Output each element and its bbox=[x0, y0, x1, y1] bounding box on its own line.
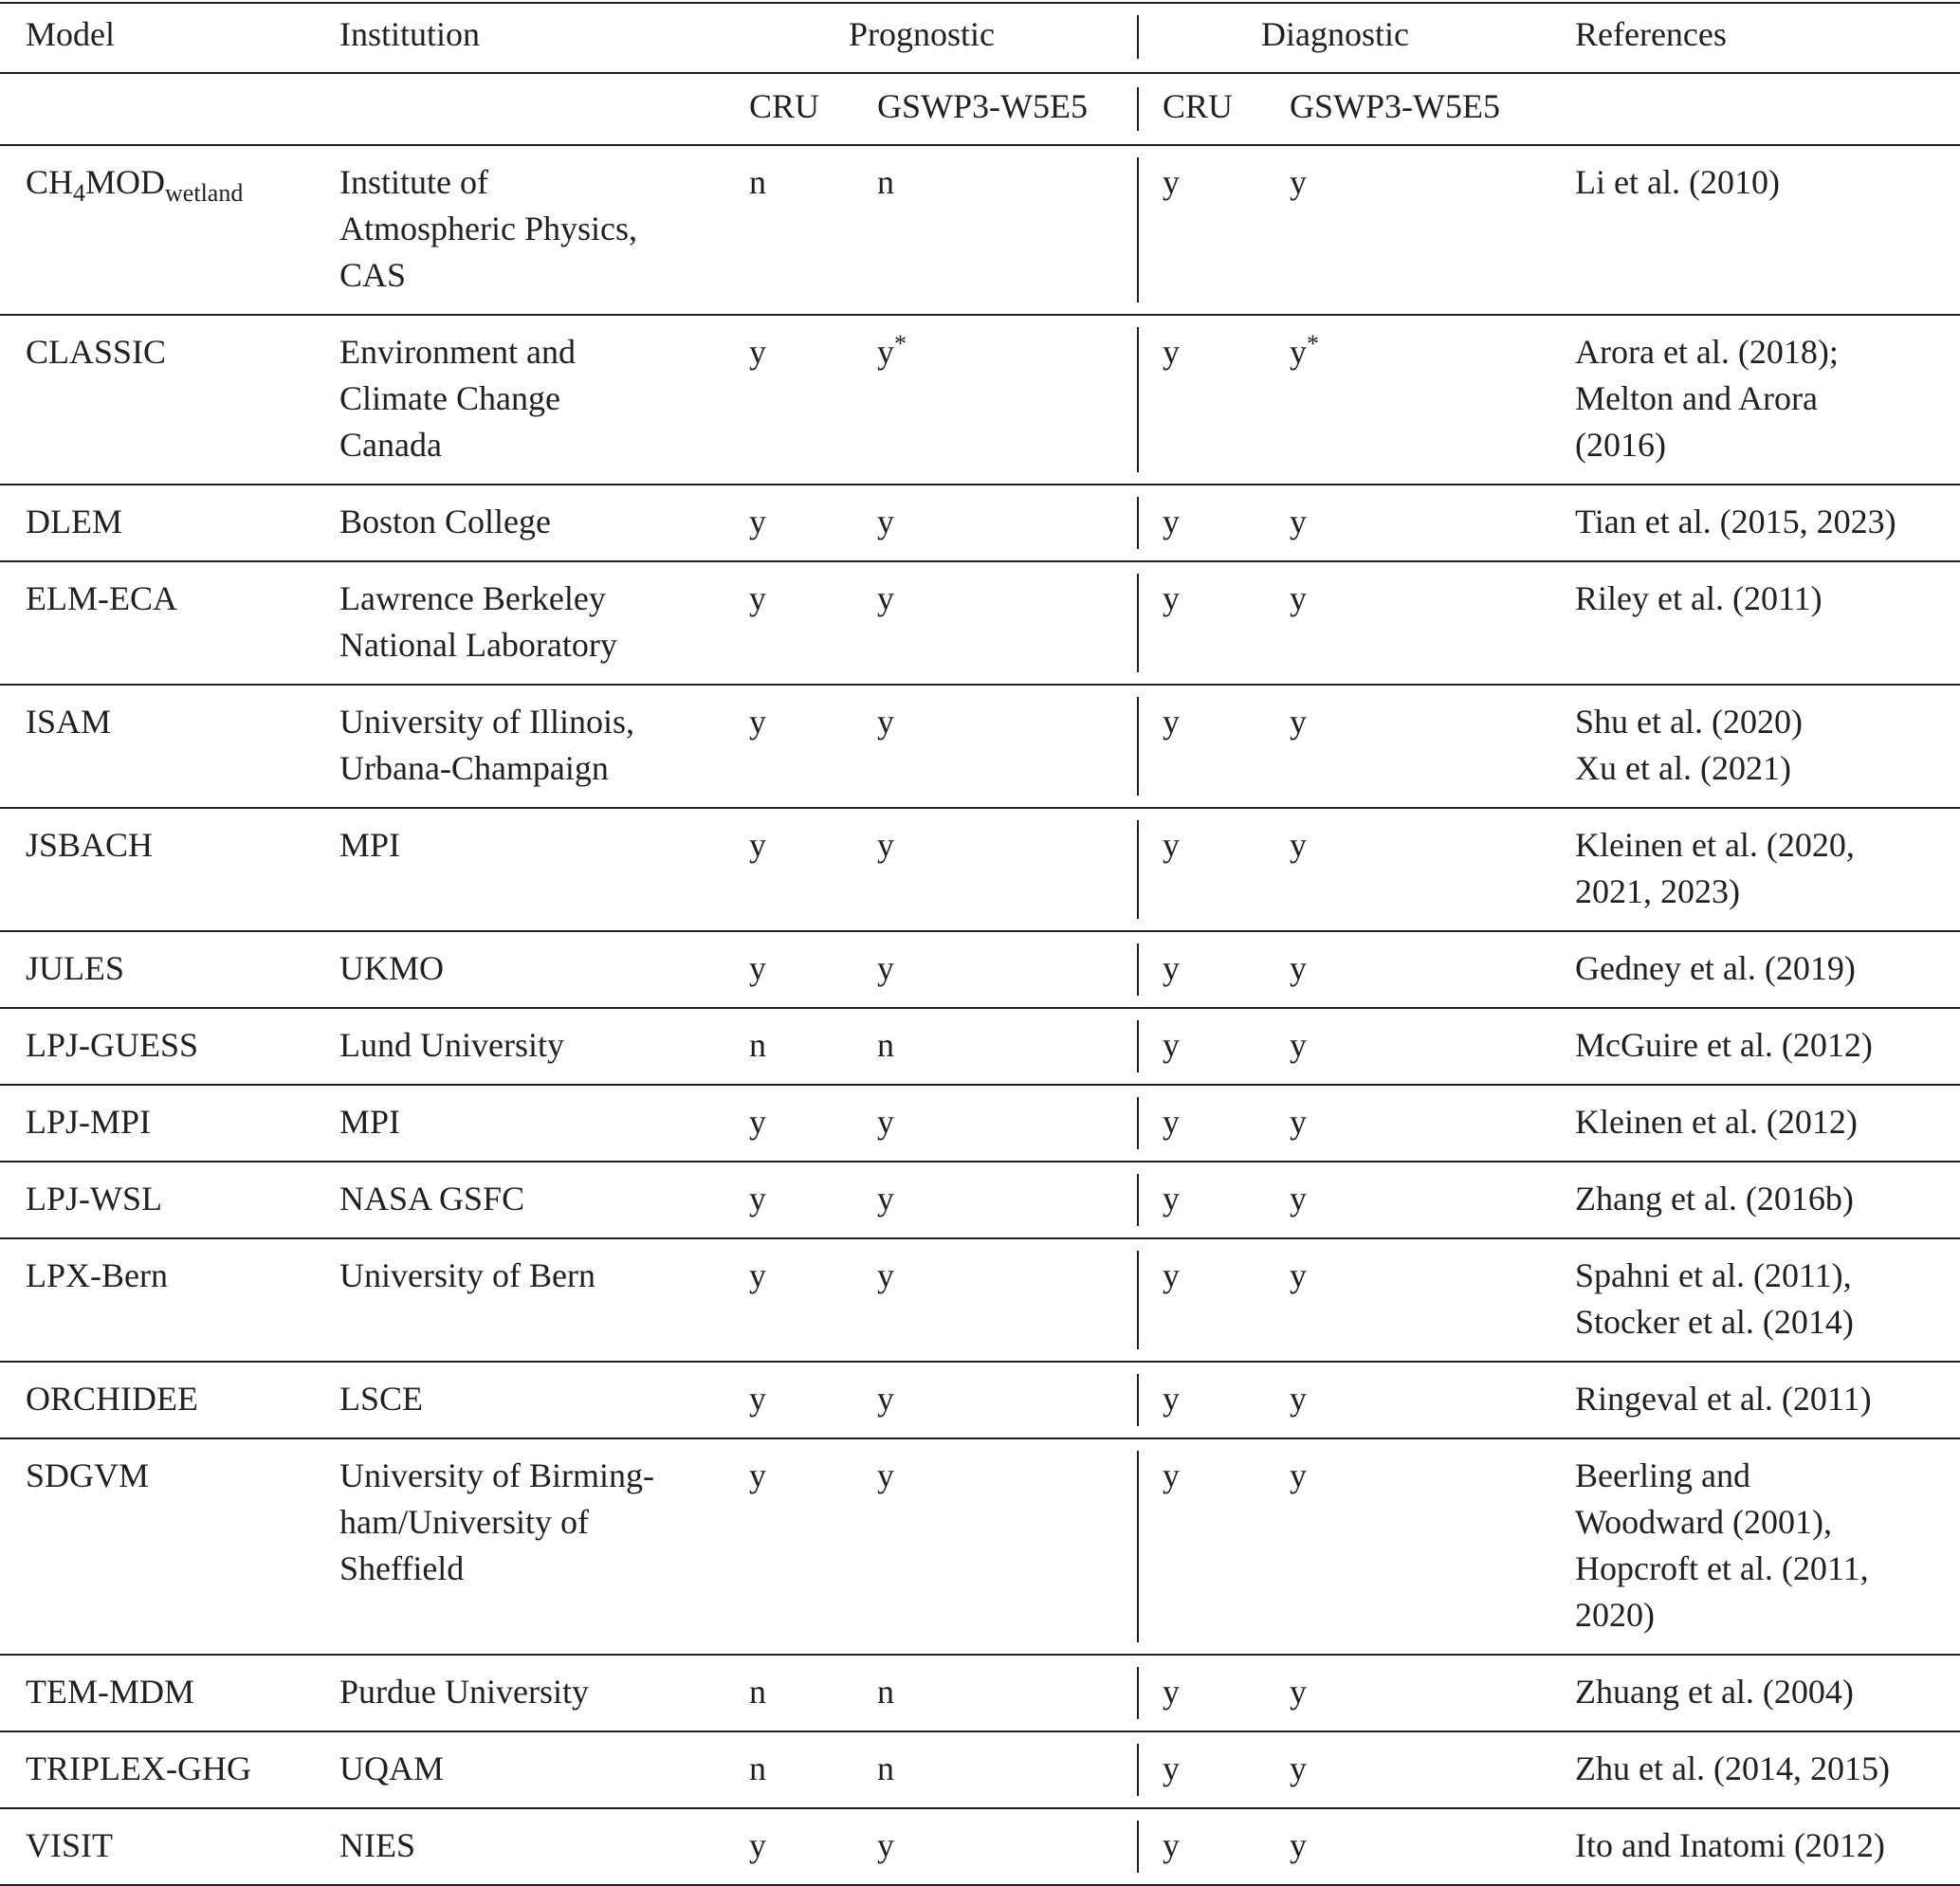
model-name: LPX-Bern bbox=[26, 1256, 168, 1294]
table-rule bbox=[0, 807, 1960, 809]
diagnostic-gswp-value: y bbox=[1290, 1103, 1307, 1141]
table-rule bbox=[0, 314, 1960, 316]
diagnostic-cru-value: y bbox=[1163, 1103, 1180, 1141]
diagnostic-cru-value: y bbox=[1163, 1256, 1180, 1294]
reference-line: McGuire et al. (2012) bbox=[1575, 1026, 1873, 1064]
prognostic-cru-value: n bbox=[749, 1749, 766, 1787]
reference-line: 2021, 2023) bbox=[1575, 872, 1740, 910]
table-rule bbox=[0, 72, 1960, 74]
column-separator bbox=[1137, 157, 1139, 302]
table-rule bbox=[0, 1654, 1960, 1656]
model-name: CLASSIC bbox=[26, 333, 167, 371]
header-diagnostic: Diagnostic bbox=[1261, 15, 1409, 53]
institution-line: MPI bbox=[339, 1103, 401, 1141]
reference-line: Ito and Inatomi (2012) bbox=[1575, 1826, 1885, 1864]
diagnostic-gswp-value: y bbox=[1290, 1673, 1307, 1711]
column-separator bbox=[1137, 1374, 1139, 1426]
header-references: References bbox=[1575, 15, 1727, 53]
header-institution: Institution bbox=[339, 15, 481, 53]
reference-line: Arora et al. (2018); bbox=[1575, 333, 1839, 371]
prognostic-cru-value: y bbox=[749, 949, 766, 987]
column-separator bbox=[1137, 327, 1139, 472]
institution-line: Purdue University bbox=[339, 1673, 589, 1711]
prognostic-cru-value: y bbox=[749, 703, 766, 741]
prognostic-cru-value: y bbox=[749, 826, 766, 864]
table-rule bbox=[0, 1084, 1960, 1086]
diagnostic-cru-value: y bbox=[1163, 1180, 1180, 1218]
header-sub-cru-prognostic: CRU bbox=[749, 87, 820, 125]
reference-line: Spahni et al. (2011), bbox=[1575, 1256, 1852, 1294]
diagnostic-gswp-value: y bbox=[1290, 579, 1307, 617]
prognostic-cru-value: y bbox=[749, 1103, 766, 1141]
model-subscript: 4 bbox=[73, 179, 86, 207]
institution-line: Lawrence Berkeley bbox=[339, 579, 606, 617]
table-rule bbox=[0, 1361, 1960, 1363]
model-name: $CH_4MOD_{wetland}$ bbox=[26, 163, 244, 207]
reference-line: Kleinen et al. (2020, bbox=[1575, 826, 1855, 864]
prognostic-gswp-value: y bbox=[877, 503, 894, 540]
header-sub-gswp-prognostic: GSWP3-W5E5 bbox=[877, 87, 1088, 125]
model-name: LPJ-GUESS bbox=[26, 1026, 199, 1064]
diagnostic-gswp-value: y bbox=[1290, 1026, 1307, 1064]
column-separator bbox=[1137, 1744, 1139, 1796]
column-separator bbox=[1137, 697, 1139, 796]
institution-line: NIES bbox=[339, 1826, 415, 1864]
prognostic-gswp-value: n bbox=[877, 1749, 894, 1787]
prognostic-cru-value: y bbox=[749, 333, 766, 371]
diagnostic-gswp-value: y bbox=[1290, 1456, 1307, 1494]
table-rule bbox=[0, 1730, 1960, 1732]
diagnostic-cru-value: y bbox=[1163, 826, 1180, 864]
institution-line: University of Bern bbox=[339, 1256, 595, 1294]
column-separator bbox=[1137, 574, 1139, 672]
diagnostic-cru-value: y bbox=[1163, 1026, 1180, 1064]
institution-line: Atmospheric Physics, bbox=[339, 210, 637, 247]
prognostic-gswp-value: y bbox=[877, 703, 894, 741]
prognostic-gswp-value: y bbox=[877, 1256, 894, 1294]
prognostic-cru-value: y bbox=[749, 1256, 766, 1294]
reference-line: Xu et al. (2021) bbox=[1575, 749, 1791, 787]
diagnostic-cru-value: y bbox=[1163, 1456, 1180, 1494]
prognostic-gswp-value: y bbox=[877, 1103, 894, 1141]
diagnostic-gswp-value: y bbox=[1290, 1180, 1307, 1218]
institution-line: ham/University of bbox=[339, 1503, 589, 1541]
table-rule bbox=[0, 930, 1960, 932]
institution-line: Climate Change bbox=[339, 379, 560, 417]
diagnostic-cru-value: y bbox=[1163, 1673, 1180, 1711]
table-rule bbox=[0, 1161, 1960, 1163]
prognostic-cru-value: n bbox=[749, 1673, 766, 1711]
prognostic-gswp-value: n bbox=[877, 1026, 894, 1064]
institution-line: Institute of bbox=[339, 163, 488, 201]
column-separator bbox=[1137, 497, 1139, 549]
institution-line: UKMO bbox=[339, 949, 445, 987]
prognostic-cru-value: y bbox=[749, 1180, 766, 1218]
column-separator bbox=[1137, 1667, 1139, 1719]
footnote-marker: * bbox=[894, 330, 907, 357]
diagnostic-gswp-value: y* bbox=[1290, 330, 1319, 371]
diagnostic-gswp-value: y bbox=[1290, 1749, 1307, 1787]
prognostic-cru-value: y bbox=[749, 503, 766, 540]
diagnostic-gswp-value: y bbox=[1290, 163, 1307, 201]
diagnostic-gswp-value: y bbox=[1290, 703, 1307, 741]
reference-line: Zhu et al. (2014, 2015) bbox=[1575, 1749, 1890, 1787]
prognostic-cru-value: y bbox=[749, 1456, 766, 1494]
reference-line: Zhang et al. (2016b) bbox=[1575, 1180, 1854, 1218]
prognostic-gswp-value: y bbox=[877, 949, 894, 987]
prognostic-cru-value: y bbox=[749, 1380, 766, 1418]
model-name: DLEM bbox=[26, 503, 122, 540]
prognostic-cru-value: y bbox=[749, 1826, 766, 1864]
column-separator bbox=[1137, 1251, 1139, 1349]
prognostic-cru-value: y bbox=[749, 579, 766, 617]
diagnostic-cru-value: y bbox=[1163, 163, 1180, 201]
diagnostic-cru-value: y bbox=[1163, 1826, 1180, 1864]
diagnostic-gswp-value: y bbox=[1290, 1380, 1307, 1418]
header-sub-gswp-diagnostic: GSWP3-W5E5 bbox=[1290, 87, 1500, 125]
reference-line: Tian et al. (2015, 2023) bbox=[1575, 503, 1896, 540]
column-separator bbox=[1137, 820, 1139, 919]
prognostic-gswp-value: n bbox=[877, 163, 894, 201]
diagnostic-gswp-value: y bbox=[1290, 1256, 1307, 1294]
table-rule bbox=[0, 484, 1960, 485]
model-name: LPJ-MPI bbox=[26, 1103, 152, 1141]
institution-line: Lund University bbox=[339, 1026, 564, 1064]
table-rule bbox=[0, 1437, 1960, 1439]
diagnostic-gswp-value: y bbox=[1290, 503, 1307, 540]
prognostic-gswp-value: y bbox=[877, 1826, 894, 1864]
diagnostic-gswp-value: y bbox=[1290, 949, 1307, 987]
reference-line: Li et al. (2010) bbox=[1575, 163, 1780, 201]
column-separator bbox=[1137, 1020, 1139, 1072]
prognostic-gswp-value: n bbox=[877, 1673, 894, 1711]
prognostic-cru-value: n bbox=[749, 1026, 766, 1064]
model-name: TRIPLEX-GHG bbox=[26, 1749, 251, 1787]
table-rule bbox=[0, 2, 1960, 4]
reference-line: Woodward (2001), bbox=[1575, 1503, 1833, 1541]
diagnostic-cru-value: y bbox=[1163, 1380, 1180, 1418]
institution-line: National Laboratory bbox=[339, 626, 617, 664]
institution-line: University of Illinois, bbox=[339, 703, 634, 741]
diagnostic-cru-value: y bbox=[1163, 503, 1180, 540]
prognostic-gswp-value: y bbox=[877, 1456, 894, 1494]
institution-line: UQAM bbox=[339, 1749, 445, 1787]
model-name: TEM-MDM bbox=[26, 1673, 194, 1711]
reference-line: (2016) bbox=[1575, 426, 1666, 464]
model-name: ELM-ECA bbox=[26, 579, 177, 617]
model-name: SDGVM bbox=[26, 1456, 150, 1494]
reference-line: Melton and Arora bbox=[1575, 379, 1818, 417]
diagnostic-gswp-value: y bbox=[1290, 826, 1307, 864]
institution-line: MPI bbox=[339, 826, 401, 864]
institution-line: Environment and bbox=[339, 333, 576, 371]
model-name: ISAM bbox=[26, 703, 112, 741]
column-separator bbox=[1137, 1097, 1139, 1149]
table-rule bbox=[0, 1007, 1960, 1009]
model-name: ORCHIDEE bbox=[26, 1380, 198, 1418]
header-prognostic: Prognostic bbox=[849, 15, 996, 53]
prognostic-gswp-value: y bbox=[877, 579, 894, 617]
model-subscript: wetland bbox=[165, 179, 244, 207]
reference-line: Zhuang et al. (2004) bbox=[1575, 1673, 1854, 1711]
column-separator bbox=[1137, 1821, 1139, 1873]
column-separator bbox=[1137, 1451, 1139, 1642]
institution-line: Canada bbox=[339, 426, 442, 464]
footnote-marker: * bbox=[1307, 330, 1319, 357]
institution-line: Urbana-Champaign bbox=[339, 749, 609, 787]
institution-line: CAS bbox=[339, 256, 407, 294]
institution-line: Boston College bbox=[339, 503, 551, 540]
reference-line: 2020) bbox=[1575, 1596, 1655, 1634]
institution-line: LSCE bbox=[339, 1380, 424, 1418]
diagnostic-cru-value: y bbox=[1163, 333, 1180, 371]
institution-line: University of Birming- bbox=[339, 1456, 654, 1494]
model-name: JULES bbox=[26, 949, 125, 987]
diagnostic-cru-value: y bbox=[1163, 703, 1180, 741]
column-separator bbox=[1137, 87, 1139, 131]
table-rule bbox=[0, 1237, 1960, 1239]
reference-line: Ringeval et al. (2011) bbox=[1575, 1380, 1872, 1418]
reference-line: Beerling and bbox=[1575, 1456, 1750, 1494]
column-separator bbox=[1137, 1174, 1139, 1226]
prognostic-gswp-value: y bbox=[877, 826, 894, 864]
table-rule bbox=[0, 560, 1960, 562]
prognostic-gswp-value: y bbox=[877, 1380, 894, 1418]
prognostic-gswp-value: y bbox=[877, 1180, 894, 1218]
header-sub-cru-diagnostic: CRU bbox=[1163, 87, 1234, 125]
prognostic-gswp-value: y* bbox=[877, 330, 907, 371]
reference-line: Kleinen et al. (2012) bbox=[1575, 1103, 1858, 1141]
prognostic-cru-value: n bbox=[749, 163, 766, 201]
table-rule bbox=[0, 684, 1960, 686]
diagnostic-cru-value: y bbox=[1163, 579, 1180, 617]
model-name: JSBACH bbox=[26, 826, 154, 864]
model-name: VISIT bbox=[26, 1826, 113, 1864]
institution-line: Sheffield bbox=[339, 1549, 465, 1587]
reference-line: Shu et al. (2020) bbox=[1575, 703, 1803, 741]
reference-line: Stocker et al. (2014) bbox=[1575, 1303, 1854, 1341]
diagnostic-cru-value: y bbox=[1163, 949, 1180, 987]
model-name: LPJ-WSL bbox=[26, 1180, 162, 1218]
header-model: Model bbox=[26, 15, 115, 53]
table-rule bbox=[0, 1807, 1960, 1809]
table-rule bbox=[0, 144, 1960, 146]
diagnostic-cru-value: y bbox=[1163, 1749, 1180, 1787]
reference-line: Riley et al. (2011) bbox=[1575, 579, 1823, 617]
column-separator bbox=[1137, 943, 1139, 996]
column-separator bbox=[1137, 15, 1139, 59]
reference-line: Hopcroft et al. (2011, bbox=[1575, 1549, 1869, 1587]
reference-line: Gedney et al. (2019) bbox=[1575, 949, 1856, 987]
diagnostic-gswp-value: y bbox=[1290, 1826, 1307, 1864]
institution-line: NASA GSFC bbox=[339, 1180, 525, 1218]
